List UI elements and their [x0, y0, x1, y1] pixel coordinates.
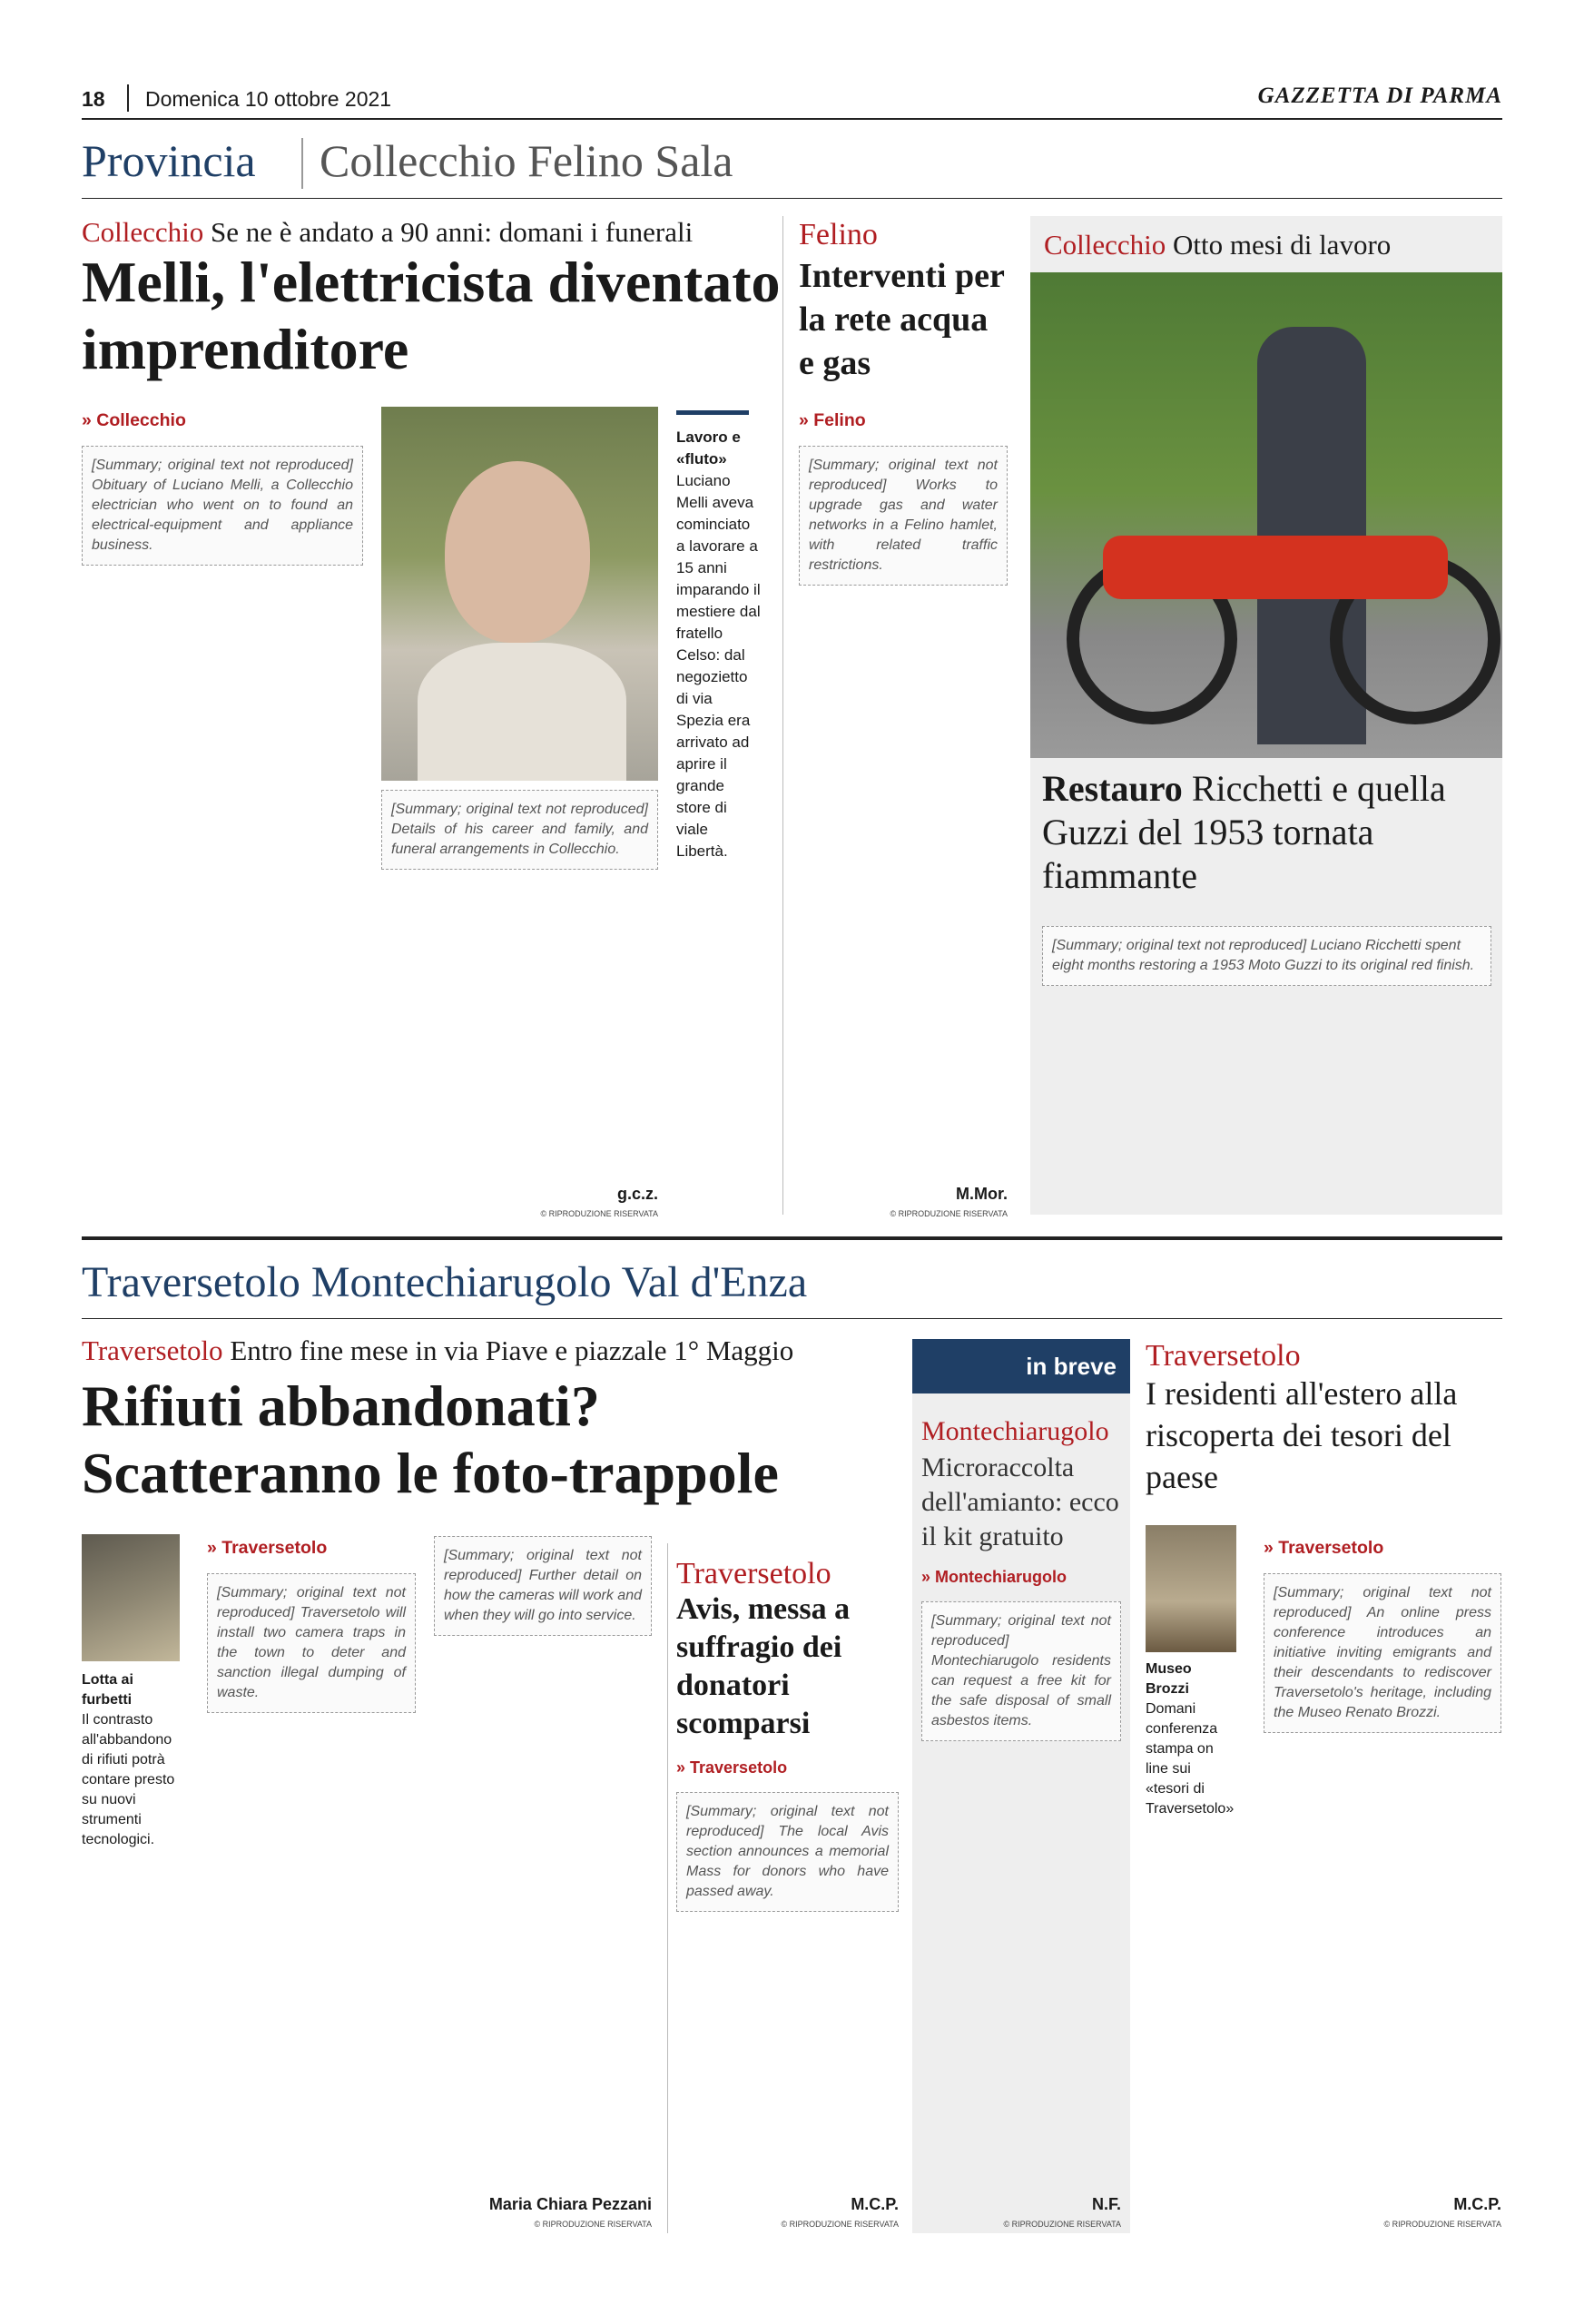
header-divider — [127, 84, 129, 112]
felino-byline: M.Mor. — [956, 1185, 1008, 1203]
rifiuti-photo — [82, 1534, 180, 1661]
avis-place: Traversetolo — [676, 1557, 831, 1590]
residenti-caption-text: Domani conferenza stampa on line sui «tesori di Traversetolo» — [1146, 1701, 1235, 1817]
avis-repro: © RIPRODUZIONE RISERVATA — [781, 2220, 899, 2229]
section-divider — [301, 138, 303, 189]
rifiuti-caption-title: Lotta ai furbetti — [82, 1672, 133, 1708]
melli-kicker — [82, 216, 693, 249]
melli-headline: Melli, l'elettricista diventato imprenditore — [82, 250, 781, 381]
melli-repro: © RIPRODUZIONE RISERVATA — [540, 1209, 658, 1218]
ricchetti-place: Collecchio — [1044, 229, 1166, 261]
avis-byline: M.C.P. — [851, 2195, 899, 2213]
masthead: GAZZETTA DI PARMA — [1257, 84, 1502, 108]
header-rule — [82, 118, 1502, 120]
avis-divider — [667, 1543, 668, 2233]
rifiuti-kicker — [82, 1334, 793, 1367]
melli-photo — [381, 407, 658, 781]
felino-place: Felino — [799, 218, 878, 251]
felino-headline: Interventi per la rete acqua e gas — [799, 257, 1005, 382]
avis-lead: » Traversetolo — [676, 1758, 788, 1777]
melli-kicker-text: Se ne è andato a 90 anni: domani i funerali — [211, 216, 694, 248]
section-towns: Collecchio Felino Sala — [320, 135, 733, 186]
avis-headline: Avis, messa a suffragio dei donatori scomparsi — [676, 1592, 851, 1740]
felino-lead: » Felino — [799, 410, 866, 430]
felino-repro: © RIPRODUZIONE RISERVATA — [890, 1209, 1008, 1218]
residenti-place: Traversetolo — [1146, 1339, 1301, 1373]
page-date: Domenica 10 ottobre 2021 — [145, 87, 392, 111]
felino-body: » Felino [Summary; original text not reproduced] Works to upgrade gas and water networks in a Felino hamlet, with related traffic restrictions. — [799, 409, 1008, 586]
melli-lead: » Collecchio — [82, 410, 186, 430]
melli-body-col-1: » Collecchio [Summary; original text not reproduced] Obituary of Luciano Melli, a Collecchio electrician who went on to found an electrical-equipment and appliance business. — [82, 409, 363, 566]
residenti-body: » Traversetolo [Summary; original text not reproduced] An online press conference introduces an initiative inviting emigrants and their descendants to rediscover Traversetolo's heritage, including the Museo Renato Brozzi. — [1264, 1536, 1501, 1733]
page-number: 18 — [82, 87, 105, 111]
residenti-caption-title: Museo Brozzi — [1146, 1661, 1192, 1697]
avis-body: » Traversetolo [Summary; original text not reproduced] The local Avis section announces a memorial Mass for donors who have passed away. — [676, 1757, 899, 1912]
mid-rule-bottom — [82, 1318, 1502, 1319]
residenti-repro: © RIPRODUZIONE RISERVATA — [1383, 2220, 1501, 2229]
rifiuti-caption — [82, 1670, 180, 1850]
inbreve-headline: Microraccolta dell'amianto: ecco il kit gratuito — [921, 1452, 1119, 1551]
ricchetti-headline-bold: Restauro — [1042, 768, 1183, 809]
rifiuti-byline: Maria Chiara Pezzani — [488, 2195, 652, 2213]
ricchetti-kicker — [1044, 229, 1391, 261]
melli-place: Collecchio — [82, 216, 204, 248]
rifiuti-kicker-text: Entro fine mese in via Piave e piazzale 1° Maggio — [230, 1334, 794, 1366]
inbreve-byline: N.F. — [1091, 2195, 1121, 2213]
inbreve-place: Montechiarugolo — [921, 1416, 1109, 1446]
residenti-headline: I residenti all'estero alla riscoperta dei tesori del paese — [1146, 1375, 1458, 1495]
rifiuti-body-col-1: » Traversetolo [Summary; original text not reproduced] Traversetolo will install two camera traps in the town to deter and sanction illegal dumping of waste. — [207, 1536, 416, 1713]
rifiuti-lead: » Traversetolo — [207, 1538, 328, 1558]
melli-caption-bar — [676, 410, 749, 415]
ricchetti-headline-rest: Ricchetti e quella Guzzi del 1953 tornata fiammante — [1042, 768, 1446, 896]
inbreve-lead: » Montechiarugolo — [921, 1568, 1067, 1586]
section-rule — [82, 198, 1502, 199]
residenti-byline: M.C.P. — [1453, 2195, 1501, 2213]
melli-caption-text: Luciano Melli aveva cominciato a lavorare a 15 anni imparando il mestiere dal fratello Celso: dal negozietto di via Spezia era arrivato ad aprire il grande store di viale Libertà. — [676, 472, 761, 860]
mid-section-towns: Traversetolo Montechiarugolo Val d'Enza — [82, 1258, 808, 1306]
inbreve-body: » Montechiarugolo [Summary; original text not reproduced] Montechiarugolo residents can request a free kit for the safe disposal of small asbestos items. — [921, 1566, 1121, 1741]
rifiuti-caption-text: Il contrasto all'abbandono di rifiuti potrà contare presto su nuovi strumenti tecnologici. — [82, 1712, 175, 1847]
ricchetti-headline — [1042, 767, 1491, 898]
ricchetti-photo — [1030, 272, 1502, 758]
mid-rule-top — [82, 1236, 1502, 1240]
rifiuti-repro: © RIPRODUZIONE RISERVATA — [534, 2220, 652, 2229]
melli-body-col-2: [Summary; original text not reproduced] Details of his career and family, and funeral arrangements in Collecchio. — [381, 790, 658, 870]
residenti-lead: » Traversetolo — [1264, 1538, 1384, 1558]
ricchetti-kicker-text: Otto mesi di lavoro — [1173, 229, 1392, 261]
inbreve-repro: © RIPRODUZIONE RISERVATA — [1003, 2220, 1121, 2229]
section-label: Provincia — [82, 135, 256, 186]
melli-caption — [676, 427, 762, 862]
rifiuti-body-col-2: [Summary; original text not reproduced] Further detail on how the cameras will work and when they will go into service. — [434, 1536, 652, 1636]
residenti-caption — [1146, 1659, 1236, 1819]
ricchetti-body: [Summary; original text not reproduced] Luciano Ricchetti spent eight months restoring a 1953 Moto Guzzi to its original red finish. — [1042, 926, 1491, 986]
inbreve-label: in breve — [1026, 1353, 1117, 1380]
melli-byline: g.c.z. — [616, 1185, 658, 1203]
felino-divider — [782, 216, 783, 1215]
melli-caption-title: Lavoro e «fluto» — [676, 428, 741, 468]
rifiuti-place: Traversetolo — [82, 1334, 223, 1366]
rifiuti-headline: Rifiuti abbandonati? Scatteranno le foto-trappole — [82, 1374, 779, 1505]
residenti-photo — [1146, 1525, 1236, 1652]
